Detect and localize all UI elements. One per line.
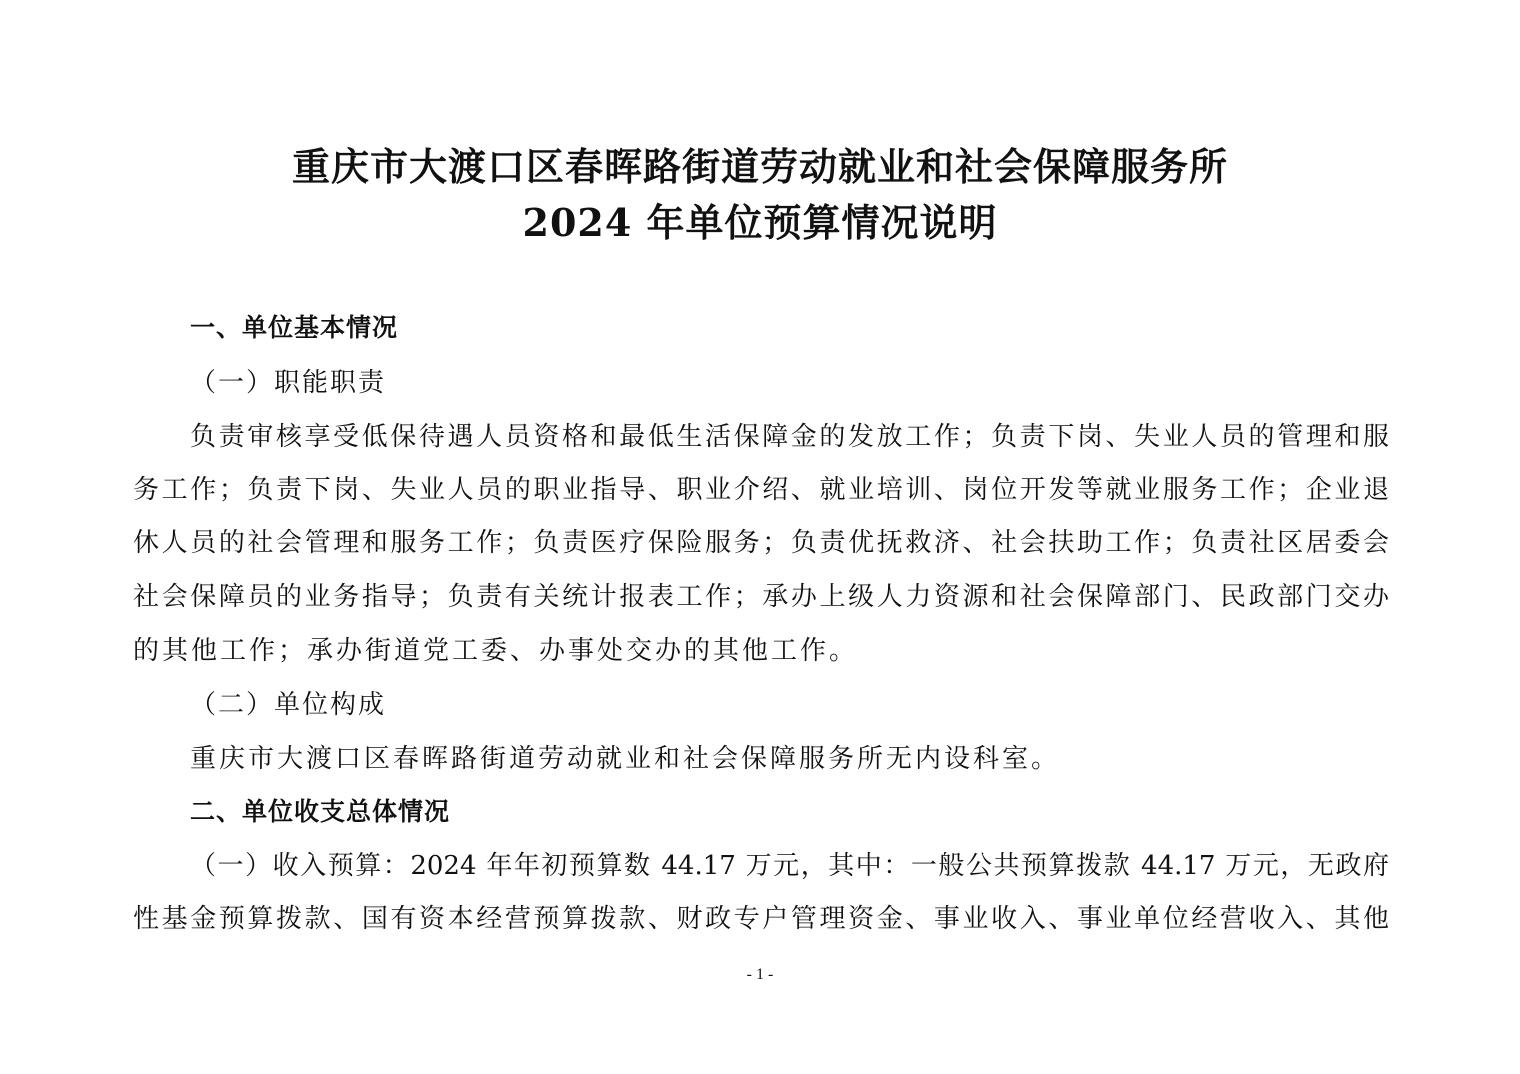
subsection-heading-duties: （一）职能职责 — [190, 368, 387, 398]
income-budget-paragraph-line: 性基金预算拨款、国有资本经营预算拨款、财政专户管理资金、事业收入、事业单位经营收入、其他 — [133, 904, 1389, 934]
duties-paragraph-line: 的其他工作；承办街道党工委、办事处交办的其他工作。 — [133, 636, 859, 666]
document-title-line-1: 重庆市大渡口区春晖路街道劳动就业和社会保障服务所 — [291, 144, 1228, 189]
duties-paragraph-line: 休人员的社会管理和服务工作；负责医疗保险服务；负责优抚救济、社会扶助工作；负责社区居委会 — [133, 528, 1389, 558]
composition-paragraph: 重庆市大渡口区春晖路街道劳动就业和社会保障服务所无内设科室。 — [190, 744, 1061, 774]
section-heading-basic-info: 一、单位基本情况 — [190, 313, 399, 342]
section-heading-budget-overview: 二、单位收支总体情况 — [190, 797, 451, 826]
duties-paragraph-line: 务工作；负责下岗、失业人员的职业指导、职业介绍、就业培训、岗位开发等就业服务工作；企业退 — [133, 475, 1389, 505]
subsection-heading-composition: （二）单位构成 — [190, 690, 387, 720]
page-number: - 1 - — [746, 966, 774, 983]
duties-paragraph-line: 负责审核享受低保待遇人员资格和最低生活保障金的发放工作；负责下岗、失业人员的管理和服 — [190, 422, 1389, 452]
income-budget-paragraph-line: （一）收入预算：2024 年年初预算数 44.17 万元，其中：一般公共预算拨款 44.17 万元，无政府 — [190, 851, 1389, 881]
document-title-line-2: 2024 年单位预算情况说明 — [522, 200, 998, 245]
duties-paragraph-line: 社会保障员的业务指导；负责有关统计报表工作；承办上级人力资源和社会保障部门、民政部门交办 — [133, 582, 1389, 612]
